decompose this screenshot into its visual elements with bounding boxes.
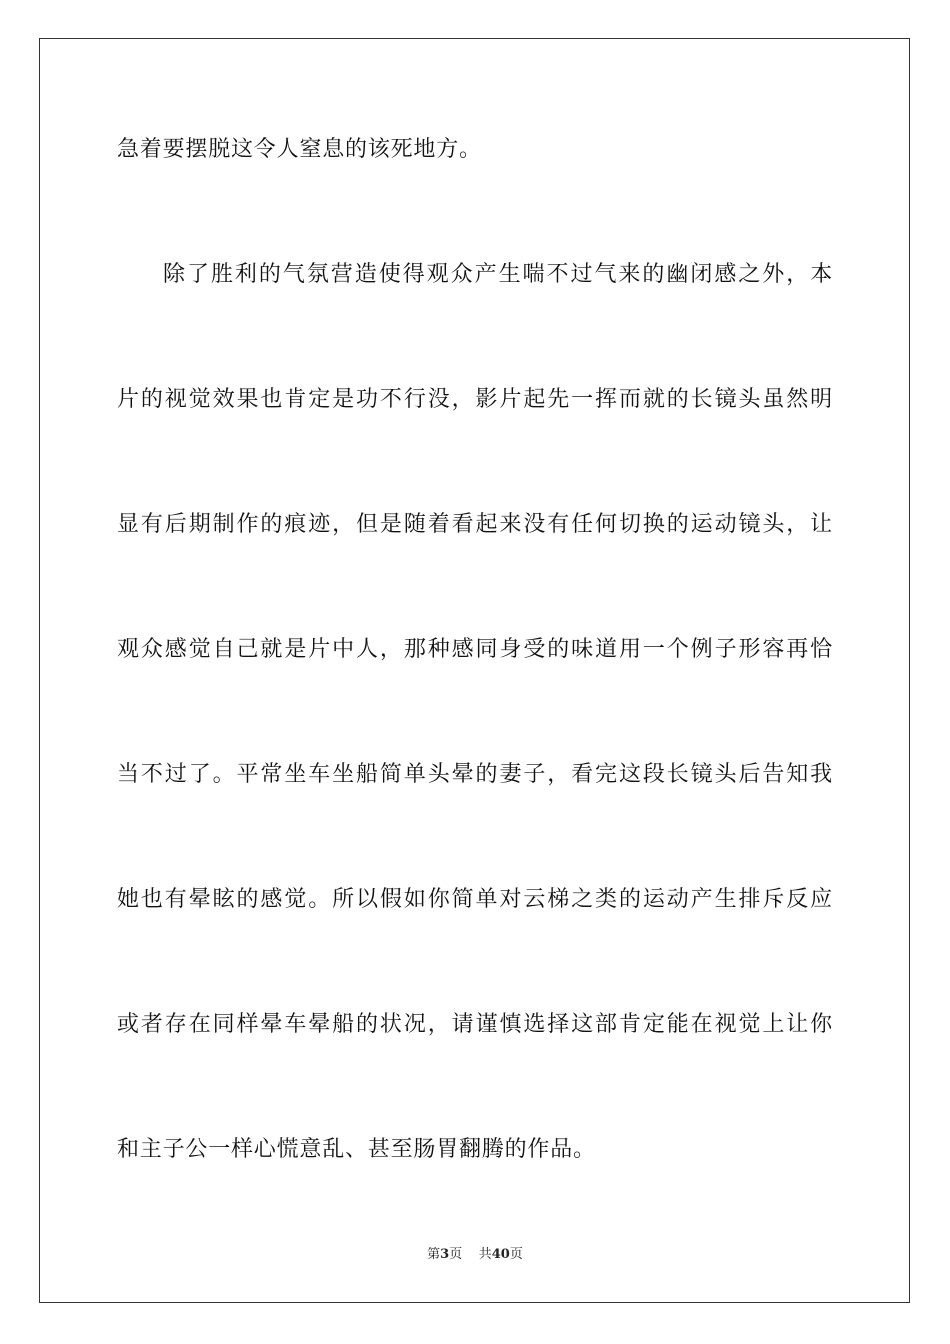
text-line-3: 片的视觉效果也肯定是功不行没，影片起先一挥而就的长镜头虽然明 xyxy=(117,387,833,412)
page-suffix: 页 xyxy=(449,1247,463,1262)
text-line-6: 当不过了。平常坐车坐船简单头晕的妻子，看完这段长镜头后告知我 xyxy=(117,762,833,787)
text-line-1: 急着要摆脱这令人窒息的该死地方。 xyxy=(117,137,482,162)
text-line-8: 或者存在同样晕车晕船的状况，请谨慎选择这部肯定能在视觉上让你 xyxy=(117,1012,833,1037)
total-suffix: 页 xyxy=(509,1247,523,1262)
page-prefix: 第 xyxy=(427,1247,441,1262)
text-line-7: 她也有晕眩的感觉。所以假如你简单对云梯之类的运动产生排斥反应 xyxy=(117,887,833,912)
page-border xyxy=(39,38,910,1303)
text-line-9: 和主子公一样心慌意乱、甚至肠胃翻腾的作品。 xyxy=(117,1137,596,1162)
total-pages: 40 xyxy=(491,1247,510,1262)
text-line-4: 显有后期制作的痕迹，但是随着看起来没有任何切换的运动镜头，让 xyxy=(117,512,833,537)
text-line-2: 除了胜利的气氛营造使得观众产生喘不过气来的幽闭感之外，本 xyxy=(163,262,833,287)
page-footer xyxy=(0,1246,950,1264)
page-number: 3 xyxy=(440,1247,450,1262)
text-line-5: 观众感觉自己就是片中人，那种感同身受的味道用一个例子形容再恰 xyxy=(117,637,833,662)
total-prefix: 共 xyxy=(478,1247,492,1262)
